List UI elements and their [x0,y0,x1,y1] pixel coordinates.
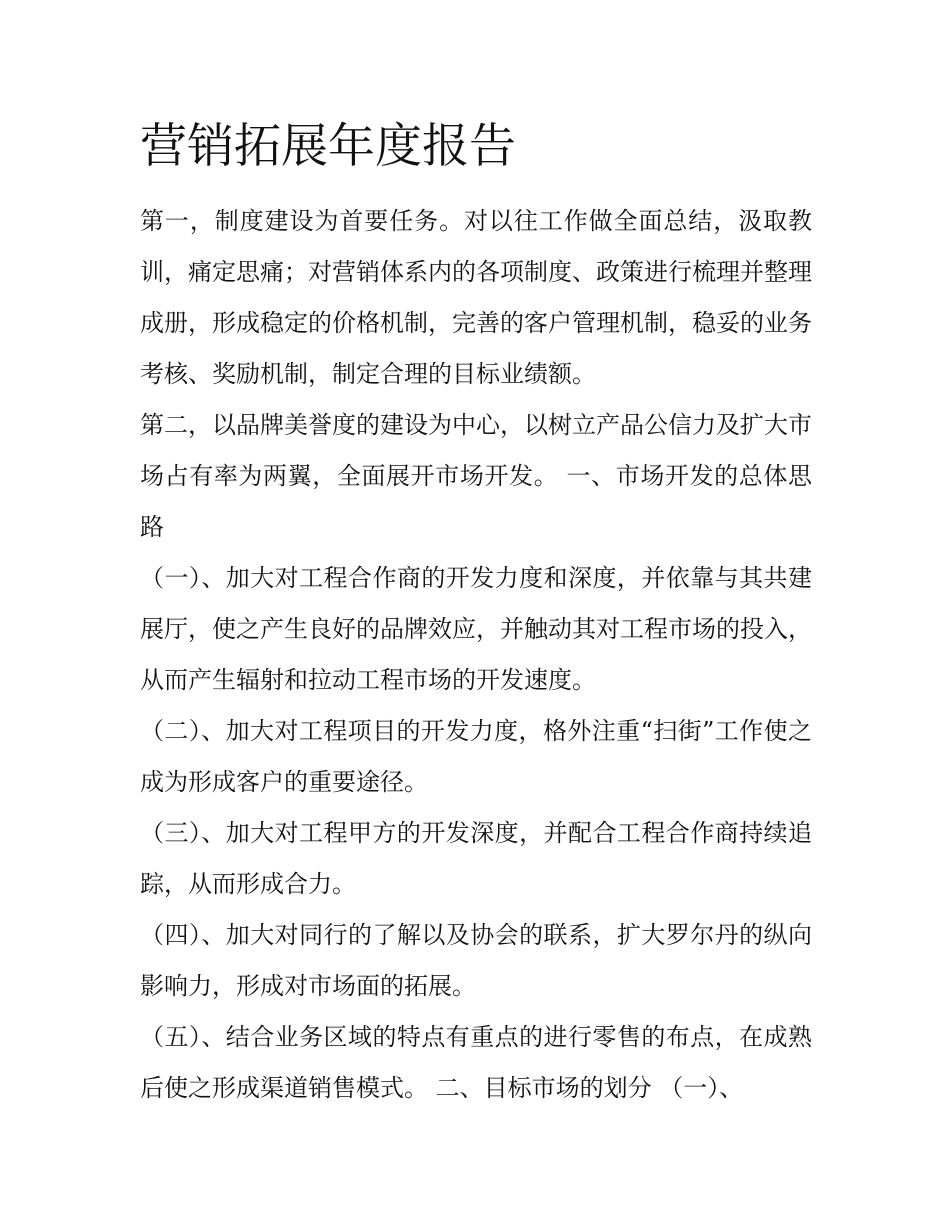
paragraph-item-2: （二）、加大对工程项目的开发力度，格外注重“扫街”工作使之成为形成客户的重要途径。 [140,717,812,796]
document-body [140,112,812,1114]
paragraph-item-4: （四）、加大对同行的了解以及协会的联系，扩大罗尔丹的纵向影响力，形成对市场面的拓展。 [140,921,812,1000]
paragraph-institution-building: 第一，制度建设为首要任务。对以往工作做全面总结，汲取教训，痛定思痛；对营销体系内的各项制度、政策进行梳理并整理成册，形成稳定的价格机制，完善的客户管理机制，稳妥的业务考核、奖励机制，制定合理的目标业绩额。 [140,207,812,388]
paragraph-item-5: （五）、结合业务区域的特点有重点的进行零售的布点，在成熟后使之形成渠道销售模式。 二、目标市场的划分 （一）、 [140,1023,812,1102]
paragraph-item-3: （三）、加大对工程甲方的开发深度，并配合工程合作商持续追踪，从而形成合力。 [140,819,812,898]
paragraph-item-1: （一）、加大对工程合作商的开发力度和深度，并依靠与其共建展厅，使之产生良好的品牌效应，并触动其对工程市场的投入，从而产生辐射和拉动工程市场的开发速度。 [140,564,812,694]
paragraph-brand-reputation: 第二，以品牌美誉度的建设为中心，以树立产品公信力及扩大市场占有率为两翼，全面展开市场开发。 一、市场开发的总体思路 [140,411,812,541]
document-title: 营销拓展年度报告 [140,119,516,174]
